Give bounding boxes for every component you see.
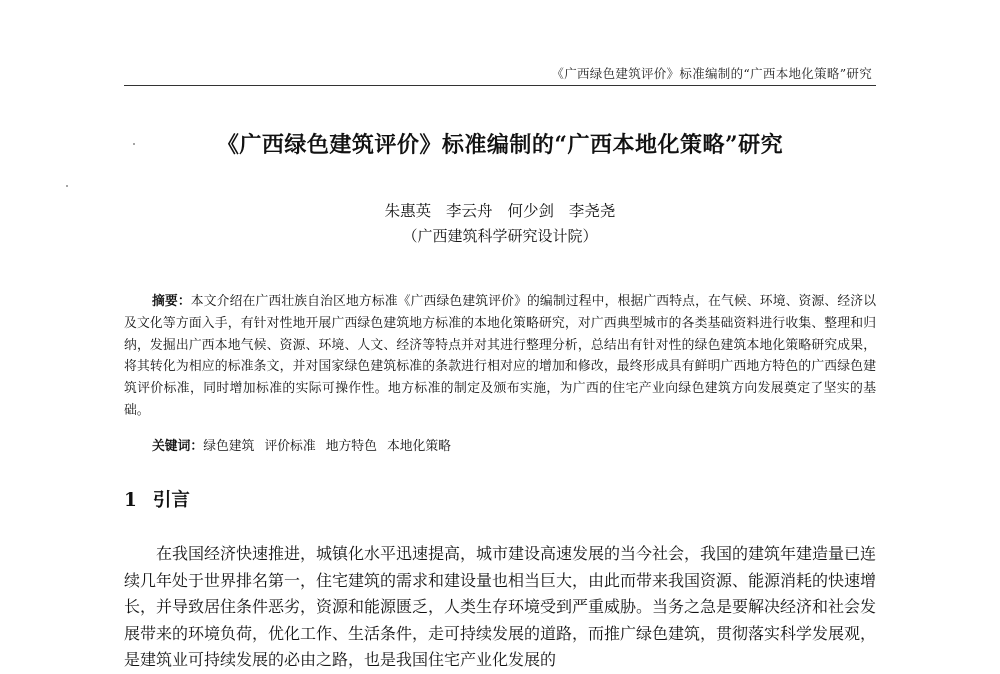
section-number: 1 <box>124 490 137 511</box>
keywords-text: 绿色建筑 评价标准 地方特色 本地化策略 <box>203 439 451 454</box>
section-title: 引言 <box>152 490 190 511</box>
header-rule <box>124 85 876 86</box>
section-heading <box>124 486 190 512</box>
running-header: 《广西绿色建筑评价》标准编制的“广西本地化策略”研究 <box>551 66 872 81</box>
paper-title: 《广西绿色建筑评价》标准编制的“广西本地化策略”研究 <box>216 132 784 158</box>
abstract-text: 本文介绍在广西壮族自治区地方标准《广西绿色建筑评价》的编制过程中，根据广西特点，在气候、环境、资源、经济以及文化等方面入手，有针对性地开展广西绿色建筑地方标准的本地化策略研究，对广西典型城市的各类基础资料进行收集、整理和归纳，发掘出广西本地气候、资源、环境、人文、经济等特点并对其进行整理分析，总结出有针对性的绿色建筑本地化策略研究成果，将其转化为相应的标准条文，并对国家绿色建筑标准的条款进行相对应的增加和修改，最终形成具有鲜明广西地方特色的广西绿色建筑评价标准，同时增加标准的实际可操作性。地方标准的制定及颁布实施，为广西的住宅产业向绿色建筑方向发展奠定了坚实的基础。 <box>124 294 877 418</box>
keywords-label: 关键词： <box>152 439 204 454</box>
affiliation: （广西建筑科学研究设计院） <box>402 227 598 245</box>
author-list: 朱惠英 李云舟 何少剑 李尧尧 <box>384 202 616 220</box>
scan-speck <box>66 185 68 187</box>
body-paragraph: 在我国经济快速推进，城镇化水平迅速提高，城市建设高速发展的当今社会，我国的建筑年建造量已连续几年处于世界排名第一，住宅建筑的需求和建设量也相当巨大，由此而带来我国资源、能源消耗的快速增长，并导致居住条件恶劣，资源和能源匮乏，人类生存环境受到严重威胁。当务之急是要解决经济和社会发展带来的环境负荷，优化工作、生活条件，走可持续发展的道路，而推广绿色建筑，贯彻落实科学发展观，是建筑业可持续发展的必由之路，也是我国住宅产业化发展的 <box>124 544 877 669</box>
keywords <box>152 436 451 458</box>
abstract-label: 摘要： <box>152 294 191 309</box>
abstract <box>124 291 876 422</box>
